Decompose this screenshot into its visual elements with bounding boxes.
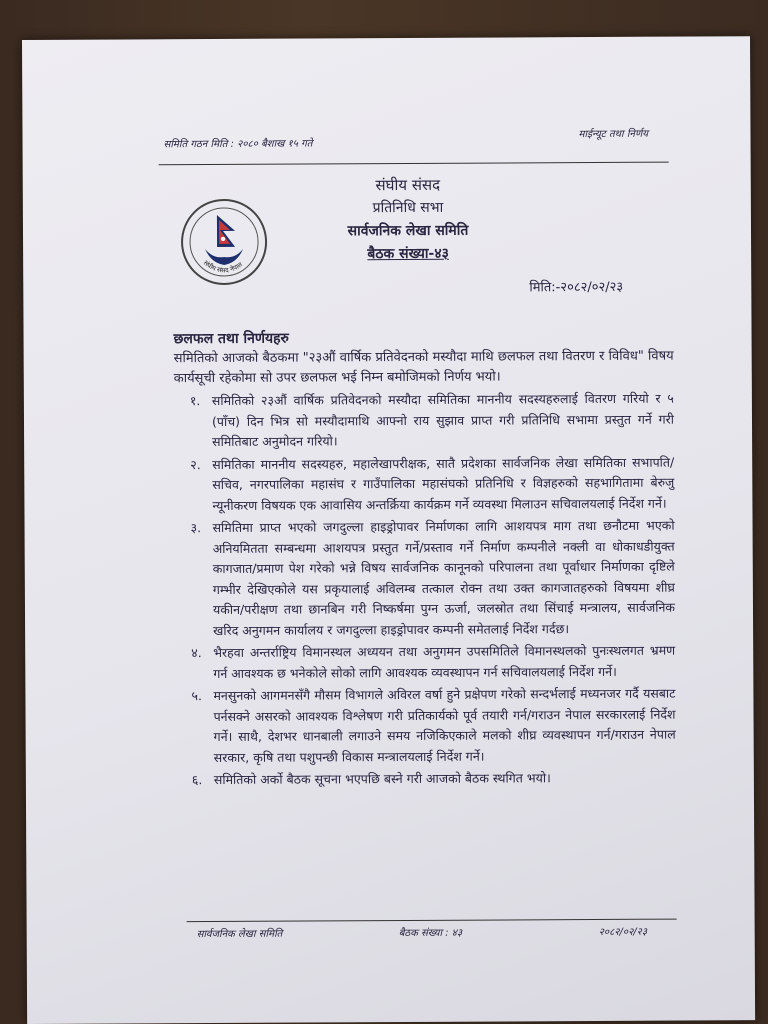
title-block: [323, 174, 493, 267]
document-type: माईन्यूट तथा निर्णय: [578, 128, 649, 141]
document-page: [22, 36, 755, 1024]
emblem-label: संघीय संसद नेपाल: [201, 258, 244, 275]
section-title: छलफल तथा निर्णयहरु: [173, 330, 289, 348]
item-number: ४.: [191, 645, 202, 661]
item-text: समितिको २३औं वार्षिक प्रतिवेदनको मस्यौदा समितिका माननीय सदस्यहरुलाई वितरण गरियो र ५ (पाँच) दिन भित्र सो मस्यौदामाथि आफ्नो राय सुझाव प्राप्त गरी प्रतिनिधि सभामा प्रस्तुत गर्ने गरी समितिबाट अनुमोदन गरियो।: [211, 390, 675, 450]
list-item: [175, 641, 675, 685]
header-rule: [159, 162, 669, 166]
item-text: मनसुनको आगमनसँगै मौसम विभागले अविरल वर्षा हुने प्रक्षेपण गरेको सन्दर्भलाई मध्यनजर गर्दै यसबाट पर्नसक्ने असरको आवश्यक विश्लेषण गरी प्रतिकार्यको पूर्व तयारी गर्न/गराउन नेपाल सरकारलाई निर्देश गर्ने। साथै, देशभर धानबाली लगाउने समय नजिकिएकाले मलको शीघ्र व्यवस्थापन गर्न/गराउन नेपाल सरकार, कृषि तथा पशुपन्छी विकास मन्त्रालयलाई निर्देश गर्ने।: [213, 685, 676, 765]
house-title: प्रतिनिधि सभा: [372, 199, 444, 217]
list-item: [174, 389, 674, 453]
list-item: [175, 684, 675, 769]
formation-date: समिति गठन मिति : २०८० बैशाख १५ गते: [163, 138, 313, 151]
meeting-number: बैठक संख्या-४३: [367, 245, 449, 263]
meeting-date: मिति:-२०८२/०२/२३: [529, 279, 624, 296]
footer-date: २०८२/०२/२३: [598, 926, 648, 938]
list-item: [175, 516, 676, 642]
item-text: समितिका माननीय सदस्यहरु, महालेखापरीक्षक, सातै प्रदेशका सार्वजनिक लेखा समितिका सभापति/सचिव, नगरपालिका महासंघ र गाउँपालिका महासंघको प्रतिनिधि र विज्ञहरुको सहभागितामा बेरुजु न्यूनीकरण विषयक एक आवासिय अन्तर्क्रिया कार्यक्रम गर्ने व्यवस्था मिलाउन सचिवालयलाई निर्देश गर्ने।: [212, 454, 675, 513]
footer-committee: सार्वजनिक लेखा समिति: [196, 928, 283, 941]
footer-rule: [187, 919, 677, 923]
item-text: समितिको अर्को बैठक सूचना भएपछि बस्ने गरी आजको बैठक स्थगित भयो।: [213, 770, 551, 788]
committee-title: सार्वजनिक लेखा समिति: [347, 222, 469, 240]
item-number: १.: [189, 393, 201, 409]
intro-paragraph: समितिको आजको बैठकमा "२३औं वार्षिक प्रतिवेदनको मस्यौदा माथि छलफल तथा वितरण र विविध" विषय कार्यसूची रहेकोमा सो उपर छलफल भई निम्न बमोजिमको निर्णय भयो।: [173, 348, 674, 387]
item-number: ५.: [191, 688, 202, 704]
list-item: [174, 452, 674, 516]
decision-list: [174, 389, 676, 793]
item-number: ३.: [190, 520, 202, 536]
item-text: भैरहवा अन्तर्राष्ट्रिय विमानस्थल अध्ययन तथा अनुगमन उपसमितिले विमानस्थलको पुनःस्थलगत भ्रमण गर्न आवश्यक छ भनेकोले सोको लागि आवश्यक व्यवस्थापन गर्न सचिवालयलाई निर्देश गर्ने।: [213, 642, 676, 681]
item-number: ६.: [191, 772, 203, 788]
flag-sun: [221, 237, 225, 241]
item-text: समितिमा प्राप्त भएको जगदुल्ला हाइड्रोपावर निर्माणका लागि आशयपत्र माग तथा छनौटमा भएको अनियमितता सम्बन्धमा आशयपत्र प्रस्तुत गर्ने/प्रस्ताव गर्ने निर्माण कम्पनीले नक्ली वा धोकाधडीयुक्त कागजात/प्रमाण पेश गरेको भन्ने विषय सार्वजनिक कानूनको परिपालना तथा पूर्वाधार निर्माणका दृष्टिले गम्भीर देखिएकोले यस प्रकृयालाई अविलम्ब तत्काल रोक्न तथा उक्त कागजातहरुको विषयमा शीघ्र यकीन/परीक्षण तथा छानबिन गरी निष्कर्षमा पुग्न ऊर्जा, जलस्रोत तथा सिंचाई मन्त्रालय, सार्वजनिक खरिद अनुगमन कार्यालय र जगदुल्ला हाइड्रोपावर कम्पनी समेतलाई निर्देश गर्दछ।: [212, 517, 676, 638]
parliament-emblem-icon: [181, 199, 267, 285]
footer-meeting-number: बैठक संख्या : ४३: [398, 927, 463, 940]
emblem-graphic: [183, 201, 265, 283]
item-number: २.: [190, 456, 201, 472]
federal-parliament-title: संघीय संसद: [375, 175, 441, 195]
list-item: [176, 768, 676, 791]
